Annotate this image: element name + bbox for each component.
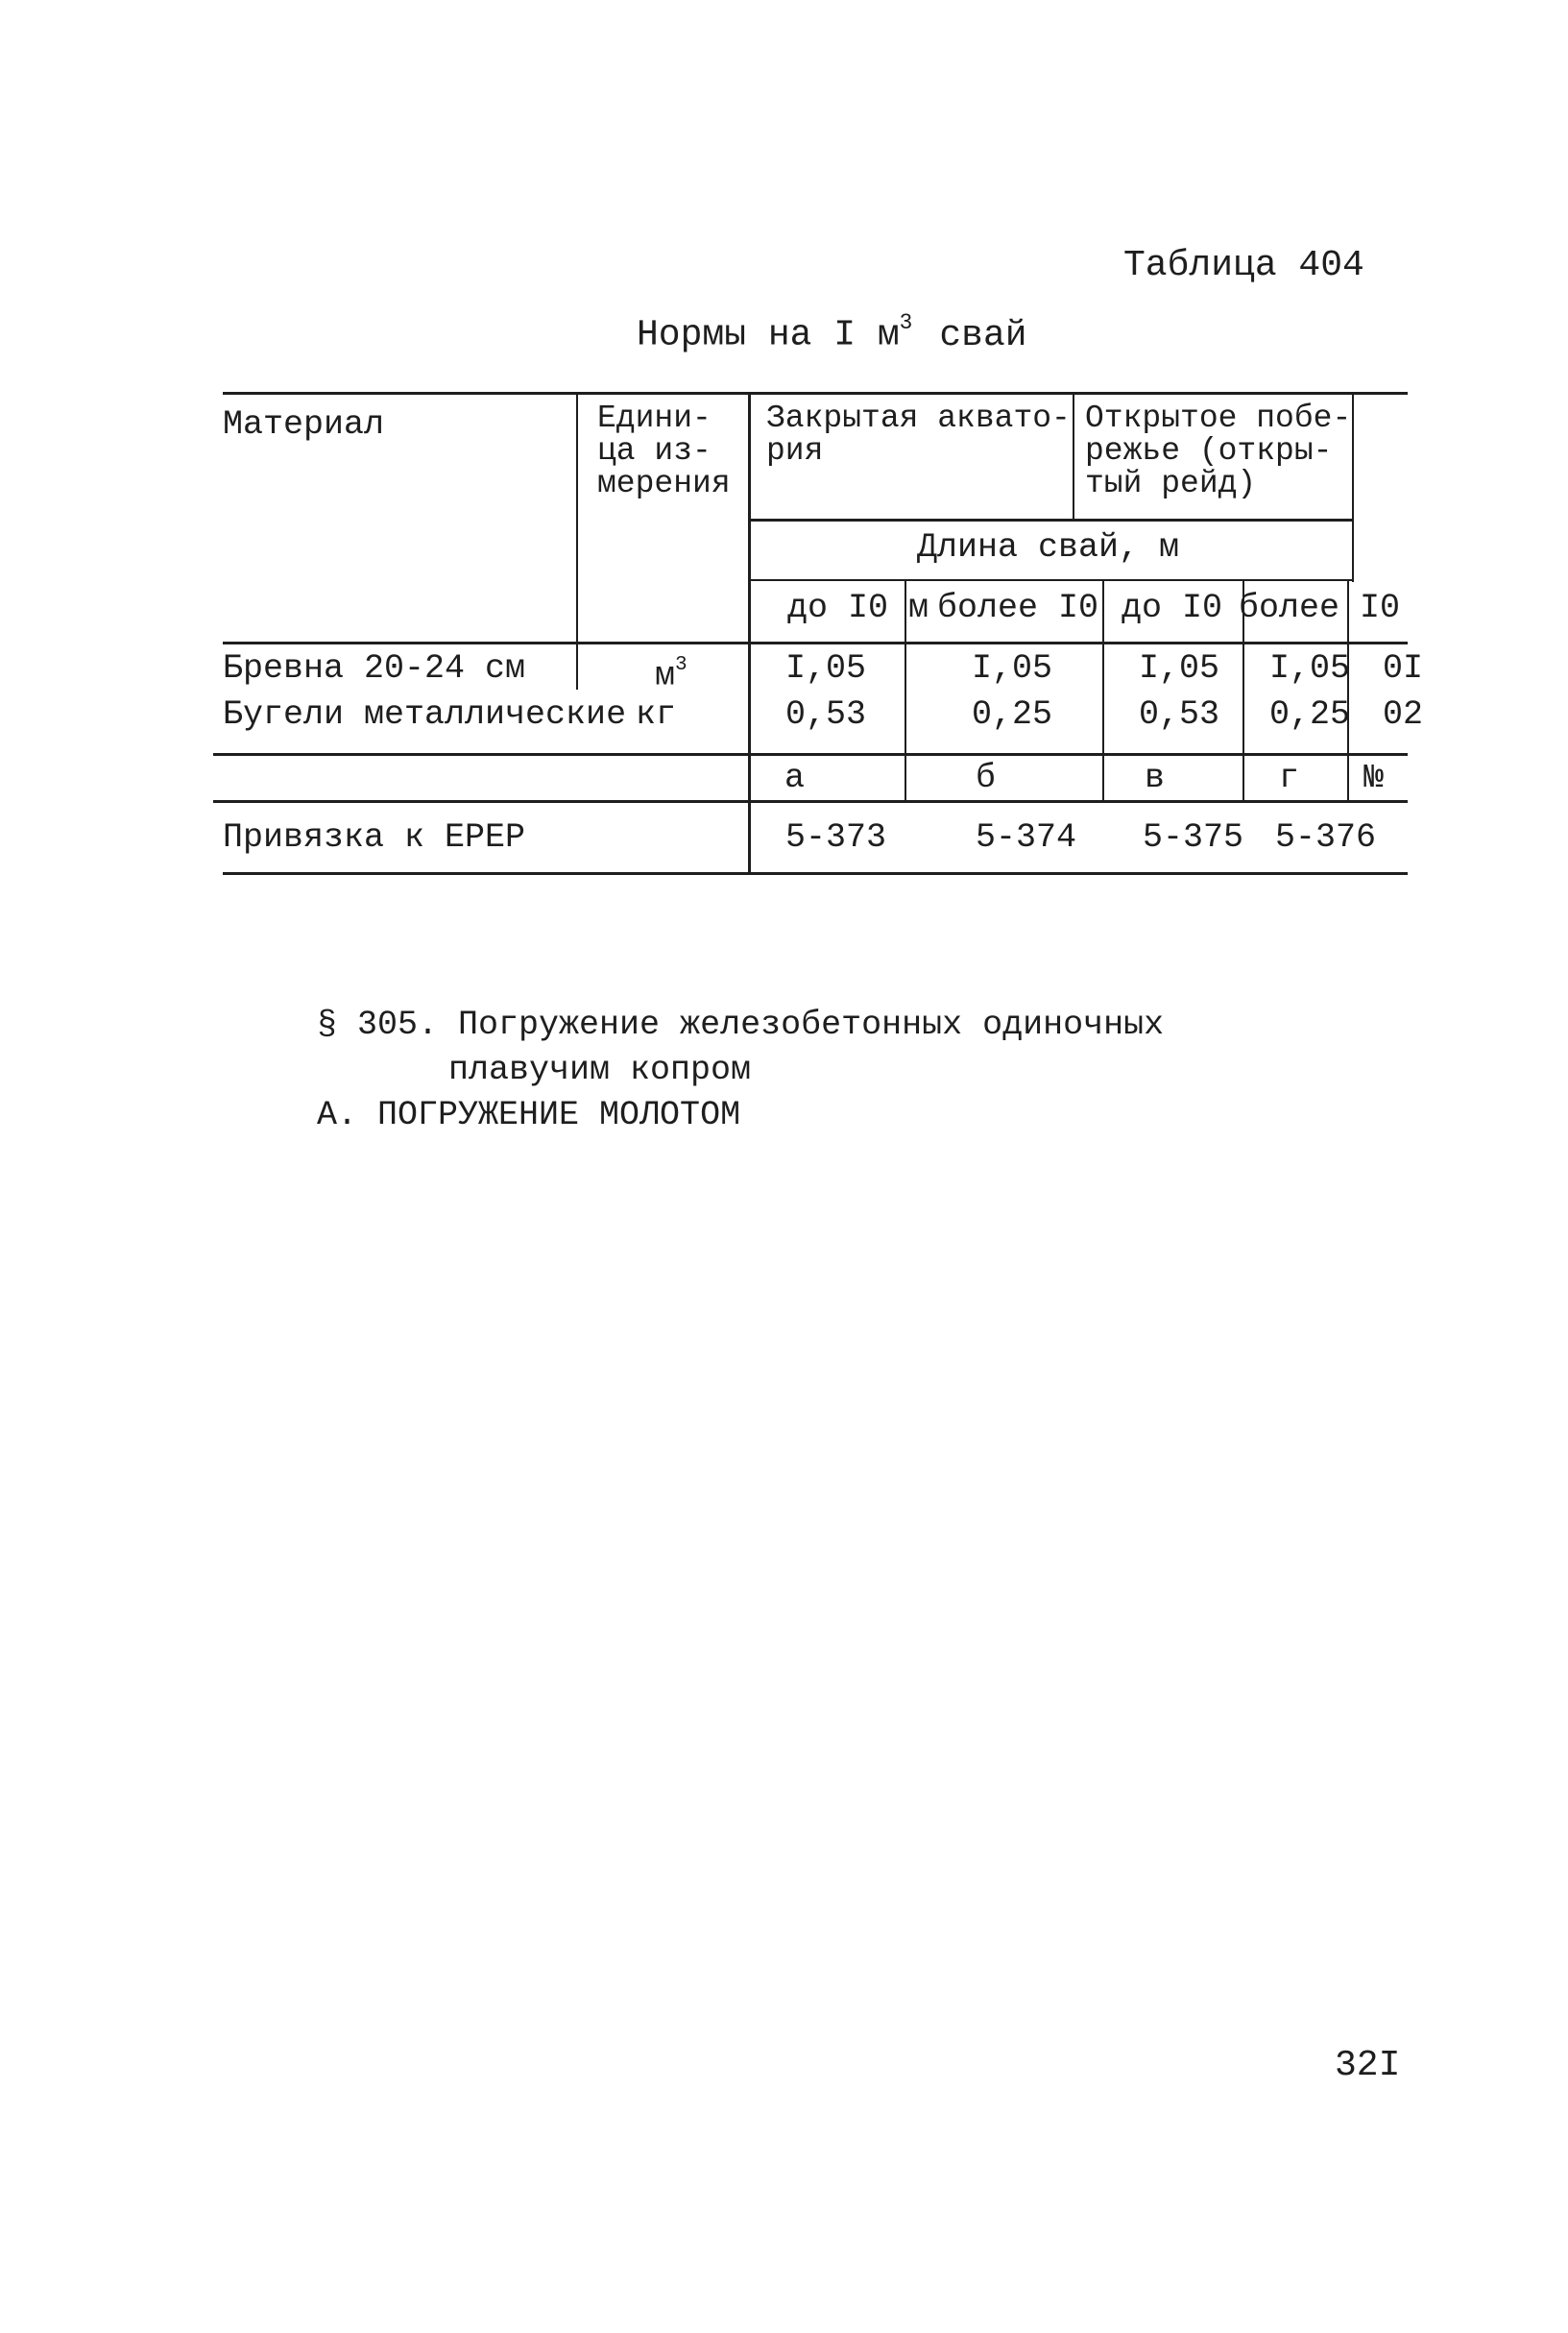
header-open-line1: Открытое побе- [1085,401,1352,436]
header-closed-upto-10: до I0 м [787,589,929,627]
header-open-line3: тый рейд) [1085,466,1257,501]
table-number: Таблица 404 [1123,245,1364,286]
open-right-rule [1352,394,1354,582]
section-heading-line1: § 305. Погружение железобетонных одиночных [317,1006,1165,1044]
binding-label: Привязка к ЕРЕР [223,818,526,857]
row-bands-value-v: 0,53 [1138,695,1219,734]
row-bands-code: 02 [1383,695,1424,734]
table-title-superscript: 3 [899,309,913,335]
row-logs-value-g: I,05 [1269,649,1351,688]
col-b-v-divider [1102,581,1104,800]
header-closed-line2: рия [766,433,824,469]
table-title [637,305,1027,356]
table-title-suffix: свай [939,314,1027,356]
header-pile-length: Длина свай, м [917,528,1180,567]
column-letter-b: б [976,759,997,797]
row-logs-unit-text: м [655,656,676,695]
number-sign: № [1363,759,1385,797]
length-bottom-rule [749,579,1354,581]
unit-left-rule [576,394,578,690]
row-logs-unit-superscript: 3 [675,653,688,676]
binding-value-v: 5-375 [1143,818,1244,857]
table-bottom-rule [223,872,1408,875]
section-heading-line2: плавучим копром [448,1051,752,1089]
header-closed-line1: Закрытая аквато- [766,401,1071,436]
header-unit [597,402,731,500]
header-unit-line3: мерения [597,466,731,501]
table-title-prefix: Нормы на I м [637,314,900,356]
column-letter-v: в [1145,759,1166,797]
header-unit-line2: ца из- [597,433,712,469]
header-open-over-10: более I0 [1239,589,1401,627]
closed-open-divider [1073,394,1074,521]
row-bands-value-g: 0,25 [1269,695,1351,734]
binding-value-b: 5-374 [976,818,1077,857]
header-open-coast [1085,402,1351,500]
header-open-line2: режье (откры- [1085,433,1333,469]
row-logs-unit [655,649,688,695]
letters-bottom-rule [213,800,1408,803]
column-letter-g: г [1279,759,1300,797]
row-logs-value-a: I,05 [784,649,866,688]
row-logs-material: Бревна 20-24 см [223,649,526,688]
row-bands-unit: кг [636,695,677,734]
length-top-rule [749,519,1354,522]
row-bands-value-a: 0,53 [784,695,866,734]
table-top-rule [223,392,1408,395]
header-unit-line1: Едини- [597,401,712,436]
row-logs-code: 0I [1383,649,1424,688]
header-open-upto-10: до I0 [1122,589,1223,627]
column-letter-a: а [784,759,806,797]
header-closed-over-10: более I0 [937,589,1099,627]
values-bottom-rule [213,753,1408,756]
header-bottom-rule [223,642,1408,644]
header-material: Материал [223,405,385,444]
row-logs-value-v: I,05 [1138,649,1219,688]
values-left-rule [748,394,751,874]
row-bands-value-b: 0,25 [971,695,1052,734]
binding-value-a: 5-373 [785,818,887,857]
binding-value-g: 5-376 [1275,818,1377,857]
header-closed-waters [766,402,1071,468]
row-logs-value-b: I,05 [971,649,1052,688]
page-number: 32I [1335,2045,1401,2086]
section-subheading: А. ПОГРУЖЕНИЕ МОЛОТОМ [317,1096,741,1134]
row-bands-material: Бугели металлические [223,695,627,734]
